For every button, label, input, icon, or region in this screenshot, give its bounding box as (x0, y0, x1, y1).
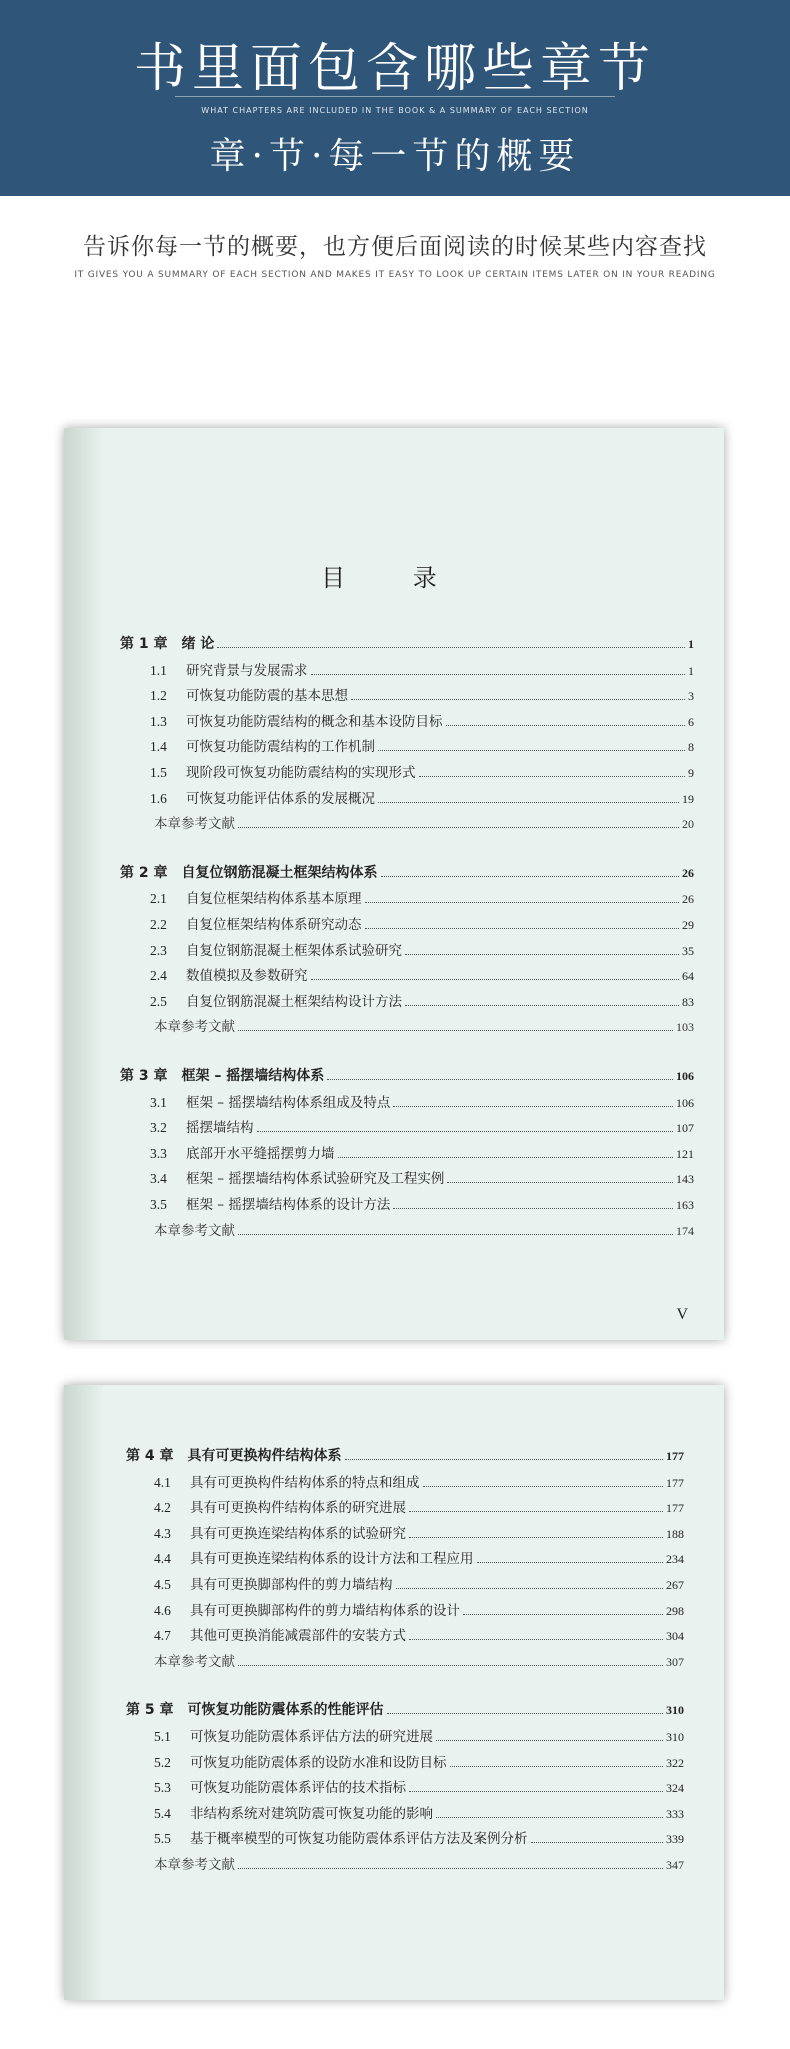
toc-entry-label (120, 1065, 324, 1085)
toc-entry-label (126, 1445, 342, 1465)
toc-leader-dots (365, 902, 680, 903)
toc-leader-dots (327, 1079, 673, 1080)
banner-subtitle-en: WHAT CHAPTERS ARE INCLUDED IN THE BOOK & A SUMMARY OF EACH SECTION (201, 106, 589, 115)
toc-leader-dots (351, 699, 685, 700)
toc-entry-title: 框架 – 摇摆墙结构体系组成及特点 (186, 1094, 391, 1111)
toc-entry-page: 83 (682, 994, 694, 1009)
toc-leader-dots (531, 1842, 664, 1843)
toc-entry-page: 26 (682, 865, 694, 880)
toc-entry-title: 具有可更换连梁结构体系的设计方法和工程应用 (190, 1551, 474, 1568)
toc-chapter-row (126, 1445, 684, 1465)
toc-entry-number: 2.2 (150, 917, 167, 932)
toc-leader-dots (311, 674, 686, 675)
toc-entry-page: 9 (688, 766, 694, 780)
toc-leader-dots (450, 1766, 664, 1767)
toc-entry-label (154, 1522, 406, 1542)
banner-subtitle: 章·节·每一节的概要 (209, 136, 581, 177)
toc-leader-dots (217, 647, 685, 648)
toc-chapter-row (120, 633, 694, 653)
toc-entry-page: 1 (688, 663, 694, 678)
toc-entry-page: 35 (682, 943, 694, 958)
toc-entry-label (154, 1599, 460, 1619)
toc-entry-title: 具有可更换构件结构体系的研究进展 (190, 1500, 406, 1517)
toc-entry-page: 177 (666, 1501, 684, 1516)
toc-references-row (154, 1853, 684, 1873)
toc-entry-number: 3.3 (150, 1145, 167, 1161)
toc-entry-number: 3.2 (150, 1120, 167, 1136)
toc-entry-label (150, 913, 362, 933)
toc-entry-page: 8 (688, 740, 694, 755)
toc-entry-title: 摇摆墙结构 (186, 1120, 254, 1137)
toc-entry-title: 可恢复功能防震体系的设防水准和设防目标 (190, 1754, 447, 1771)
toc-entry-page: 333 (666, 1806, 684, 1821)
toc-entry-label (150, 1091, 390, 1111)
toc-entry-title: 本章参考文献 (154, 1857, 235, 1873)
toc-title: 目 录 (321, 564, 467, 592)
toc-entry-label (120, 862, 378, 882)
toc-entry-page: 64 (682, 969, 694, 984)
toc-entry-page: 20 (682, 817, 694, 832)
toc-entry-label (154, 1776, 406, 1796)
toc-section-row (154, 1599, 684, 1619)
toc-section-row (150, 1167, 694, 1187)
toc-entry-title: 自复位钢筋混凝土框架体系试验研究 (186, 942, 402, 959)
toc-entry-label (154, 1725, 433, 1745)
toc-entry-label (150, 1193, 390, 1213)
toc-section-row (154, 1522, 684, 1542)
toc-section-row (150, 1116, 694, 1136)
toc-entry-label (150, 939, 402, 959)
toc-entry-title: 可恢复功能防震结构的概念和基本设防目标 (186, 713, 443, 730)
toc-section-row (150, 787, 694, 807)
toc-entry-label (154, 1802, 433, 1822)
toc-entry-page: 26 (682, 892, 694, 907)
toc-entry-label (150, 964, 308, 984)
toc-leader-dots (238, 1868, 663, 1869)
toc-entry-title: 具有可更换构件结构体系 (187, 1448, 342, 1464)
toc-entry-number: 1.3 (150, 713, 167, 729)
toc-leader-dots (238, 827, 679, 828)
toc-section-row (150, 735, 694, 755)
toc-entry-label (154, 1624, 406, 1644)
toc-entry-title: 具有可更换连梁结构体系的试验研究 (190, 1525, 406, 1542)
toc-entry-label (154, 1471, 420, 1491)
toc-entry-label (150, 990, 402, 1010)
toc-entry-number: 4.3 (154, 1525, 171, 1541)
toc-references-row (154, 812, 694, 832)
toc-entry-number: 第 3 章 (120, 1068, 168, 1084)
toc-entry-page: 267 (666, 1578, 684, 1592)
toc-section-row (150, 1142, 694, 1162)
toc-entry-number: 3.1 (150, 1094, 167, 1110)
toc-entry-label (154, 1751, 447, 1771)
toc-entry-title: 自复位钢筋混凝土框架结构设计方法 (186, 993, 402, 1010)
toc-entry-number: 2.1 (150, 891, 167, 907)
toc-leader-dots (238, 1665, 663, 1666)
toc-entry-page: 29 (682, 918, 694, 932)
toc-section-row (150, 761, 694, 781)
toc-entry-title: 具有可更换脚部构件的剪力墙结构体系的设计 (190, 1602, 460, 1619)
toc-leader-dots (378, 802, 679, 803)
toc-entry-number: 2.3 (150, 942, 167, 958)
toc-leader-dots (436, 1817, 663, 1818)
toc-entry-number: 4.7 (154, 1628, 171, 1644)
toc-leader-dots (338, 1157, 674, 1158)
toc-section-row (154, 1725, 684, 1745)
toc-entry-title: 本章参考文献 (154, 816, 235, 833)
toc-entry-page: 103 (676, 1020, 694, 1035)
toc-entry-title: 自复位钢筋混凝土框架结构体系 (181, 864, 378, 881)
toc-entry-page: 347 (666, 1858, 684, 1872)
toc-entry-label (150, 1167, 444, 1187)
toc-leader-dots (463, 1614, 663, 1615)
toc-entry-number: 5.5 (154, 1831, 171, 1847)
toc-references-row (154, 1219, 694, 1239)
toc-section-row (154, 1547, 684, 1567)
toc-entry-title: 数值模拟及参数研究 (186, 968, 308, 985)
toc-entry-page: 177 (666, 1449, 684, 1463)
toc-entry-title: 可恢复功能防震体系评估的技术指标 (190, 1780, 406, 1797)
toc-entry-label (154, 1219, 235, 1239)
toc-entry-page: 6 (688, 714, 694, 729)
toc-entry-number: 1.5 (150, 765, 167, 780)
toc-entry-number: 2.5 (150, 993, 167, 1009)
toc-entry-number: 5.2 (154, 1754, 171, 1770)
toc-entry-number: 第 2 章 (120, 864, 168, 881)
toc-entry-label (154, 1827, 528, 1847)
toc-leader-dots (447, 1182, 673, 1183)
toc-leader-dots (396, 1588, 664, 1589)
toc-entry-number: 1.1 (150, 662, 167, 678)
toc-entry-title: 基于概率模型的可恢复功能防震体系评估方法及案例分析 (190, 1831, 528, 1848)
toc-entry-title: 本章参考文献 (154, 1222, 235, 1239)
toc-entry-label (154, 1573, 393, 1593)
toc-entry-label (154, 1547, 474, 1567)
toc-entry-title: 框架 – 摇摆墙结构体系的设计方法 (186, 1197, 391, 1213)
toc-entry-title: 研究背景与发展需求 (186, 662, 308, 679)
toc-entry-title: 本章参考文献 (154, 1019, 235, 1036)
toc-entry-page: 310 (666, 1730, 684, 1744)
toc-page-2 (64, 1385, 724, 2000)
toc-references-row (154, 1015, 694, 1035)
toc-chapter-row (120, 862, 694, 882)
toc-entry-number: 5.3 (154, 1780, 171, 1796)
toc-entry-title: 具有可更换脚部构件的剪力墙结构 (190, 1577, 393, 1593)
toc-entry-label (150, 761, 416, 781)
toc-section-row (154, 1751, 684, 1771)
toc-section-row (150, 684, 694, 704)
toc-entry-label (154, 812, 235, 832)
toc-entry-label (154, 1853, 235, 1873)
toc-section-row (154, 1827, 684, 1847)
toc-entry-number: 1.2 (150, 688, 167, 704)
toc-entry-number: 4.1 (154, 1474, 171, 1490)
toc-entry-page: 307 (666, 1654, 684, 1669)
toc-section-row (154, 1573, 684, 1593)
toc-entry-title: 其他可更换消能减震部件的安装方式 (190, 1628, 406, 1645)
toc-leader-dots (387, 1713, 664, 1714)
toc-entry-page: 174 (676, 1223, 694, 1238)
toc-entry-label (150, 787, 375, 807)
toc-entry-number: 第 5 章 (126, 1702, 174, 1719)
toc-entry-page: 143 (676, 1172, 694, 1187)
toc-entry-number: 1.4 (150, 739, 167, 755)
toc-leader-dots (423, 1486, 664, 1487)
toc-section-row (154, 1776, 684, 1796)
toc-entry-label (126, 1699, 384, 1719)
toc-entry-number: 2.4 (150, 968, 167, 984)
toc-leader-dots (409, 1511, 663, 1512)
toc-entry-title: 可恢复功能防震结构的工作机制 (186, 739, 375, 756)
toc-entry-page: 107 (676, 1121, 694, 1136)
toc-entry-number: 3.4 (150, 1171, 167, 1187)
toc-entry-label (150, 684, 348, 704)
toc-entry-number: 3.5 (150, 1197, 167, 1212)
toc-leader-dots (345, 1459, 664, 1460)
toc-entry-number: 5.4 (154, 1805, 171, 1821)
toc-entry-page: 324 (666, 1781, 684, 1796)
toc-entry-number: 4.5 (154, 1577, 171, 1592)
toc-leader-dots (477, 1562, 664, 1563)
toc-entry-title: 可恢复功能防震的基本思想 (186, 688, 348, 705)
toc-leader-dots (405, 1005, 679, 1006)
toc-entry-title: 可恢复功能防震体系评估方法的研究进展 (190, 1729, 433, 1745)
banner-divider (175, 96, 615, 97)
header-banner (0, 0, 790, 196)
toc-entry-label (150, 1116, 254, 1136)
toc-entry-page: 339 (666, 1832, 684, 1847)
toc-section-row (150, 1091, 694, 1111)
toc-entry-title: 可恢复功能防震体系的性能评估 (187, 1702, 384, 1719)
toc-section-row (154, 1471, 684, 1491)
toc-entry-title: 框架 – 摇摆墙结构体系试验研究及工程实例 (186, 1171, 445, 1188)
intro-text: 告诉你每一节的概要，也方便后面阅读的时候某些内容查找 (83, 234, 707, 260)
toc-leader-dots (393, 1106, 673, 1107)
toc-entry-page: 106 (676, 1095, 694, 1110)
toc-section-row (150, 887, 694, 907)
toc-section-row (150, 990, 694, 1010)
toc-entry-label (150, 1142, 335, 1162)
toc-page-1 (64, 428, 724, 1340)
toc-entry-label (154, 1650, 235, 1670)
toc-entry-number: 5.1 (154, 1729, 171, 1744)
toc-entry-label (150, 735, 375, 755)
toc-chapter-row (126, 1699, 684, 1719)
toc-section-row (150, 913, 694, 933)
toc-leader-dots (409, 1791, 663, 1792)
toc-section-row (154, 1802, 684, 1822)
toc-references-row (154, 1650, 684, 1670)
intro-text-en: IT GIVES YOU A SUMMARY OF EACH SECTION AND MAKES IT EASY TO LOOK UP CERTAIN ITEMS LATER ON IN YOUR READING (74, 270, 716, 280)
toc-section-row (150, 964, 694, 984)
toc-entry-page: 106 (676, 1069, 694, 1083)
toc-section-row (154, 1496, 684, 1516)
toc-leader-dots (238, 1234, 673, 1235)
toc-entry-number: 4.4 (154, 1551, 171, 1567)
toc-entry-page: 177 (666, 1475, 684, 1490)
toc-entry-page: 163 (676, 1198, 694, 1212)
toc-entry-number: 1.6 (150, 790, 167, 806)
toc-entry-title: 自复位框架结构体系基本原理 (186, 891, 362, 908)
toc-entry-label (154, 1496, 406, 1516)
toc-leader-dots (405, 954, 679, 955)
toc-section-row (154, 1624, 684, 1644)
toc-entry-page: 3 (688, 689, 694, 704)
toc-entry-page: 234 (666, 1552, 684, 1567)
toc-leader-dots (311, 979, 680, 980)
toc-entry-number: 4.6 (154, 1602, 171, 1618)
toc-entry-label (154, 1015, 235, 1035)
toc-entry-title: 框架 – 摇摆墙结构体系 (181, 1068, 325, 1084)
toc-leader-dots (378, 750, 685, 751)
toc-entry-number: 第 4 章 (126, 1448, 174, 1464)
toc-entry-number: 第 1 章 (120, 636, 168, 652)
toc-entry-number: 4.2 (154, 1500, 171, 1516)
toc-entry-page: 121 (676, 1146, 694, 1161)
toc-entry-title: 自复位框架结构体系研究动态 (186, 917, 362, 933)
toc-leader-dots (365, 928, 680, 929)
toc-section-row (150, 710, 694, 730)
toc-entry-title: 绪 论 (181, 636, 215, 652)
toc-entry-page: 310 (666, 1703, 684, 1718)
toc-leader-dots (393, 1208, 673, 1209)
toc-chapter-row (120, 1065, 694, 1085)
toc-entry-title: 现阶段可恢复功能防震结构的实现形式 (186, 765, 416, 781)
toc-leader-dots (381, 876, 680, 877)
toc-entry-title: 可恢复功能评估体系的发展概况 (186, 790, 375, 807)
toc-leader-dots (446, 725, 686, 726)
toc-leader-dots (409, 1639, 663, 1640)
toc-entry-page: 298 (666, 1603, 684, 1618)
toc-leader-dots (436, 1740, 663, 1741)
page-number: V (676, 1306, 688, 1323)
toc-entry-page: 322 (666, 1755, 684, 1770)
toc-entry-title: 非结构系统对建筑防震可恢复功能的影响 (190, 1805, 433, 1822)
toc-leader-dots (419, 776, 686, 777)
toc-section-row (150, 1193, 694, 1213)
toc-entry-label (150, 710, 443, 730)
toc-entry-label (150, 659, 308, 679)
toc-entry-label (150, 887, 362, 907)
toc-entry-title: 具有可更换构件结构体系的特点和组成 (190, 1474, 420, 1491)
toc-entry-page: 1 (688, 637, 694, 651)
toc-entry-page: 188 (666, 1526, 684, 1541)
toc-entry-page: 304 (666, 1629, 684, 1644)
toc-entry-title: 本章参考文献 (154, 1653, 235, 1670)
banner-title: 书里面包含哪些章节 (133, 39, 656, 99)
toc-leader-dots (238, 1030, 673, 1031)
toc-entry-title: 底部开水平缝摇摆剪力墙 (186, 1145, 335, 1162)
toc-section-row (150, 939, 694, 959)
toc-leader-dots (409, 1537, 663, 1538)
toc-entry-label (120, 633, 214, 653)
toc-entry-page: 19 (682, 791, 694, 806)
toc-section-row (150, 659, 694, 679)
toc-leader-dots (257, 1131, 674, 1132)
